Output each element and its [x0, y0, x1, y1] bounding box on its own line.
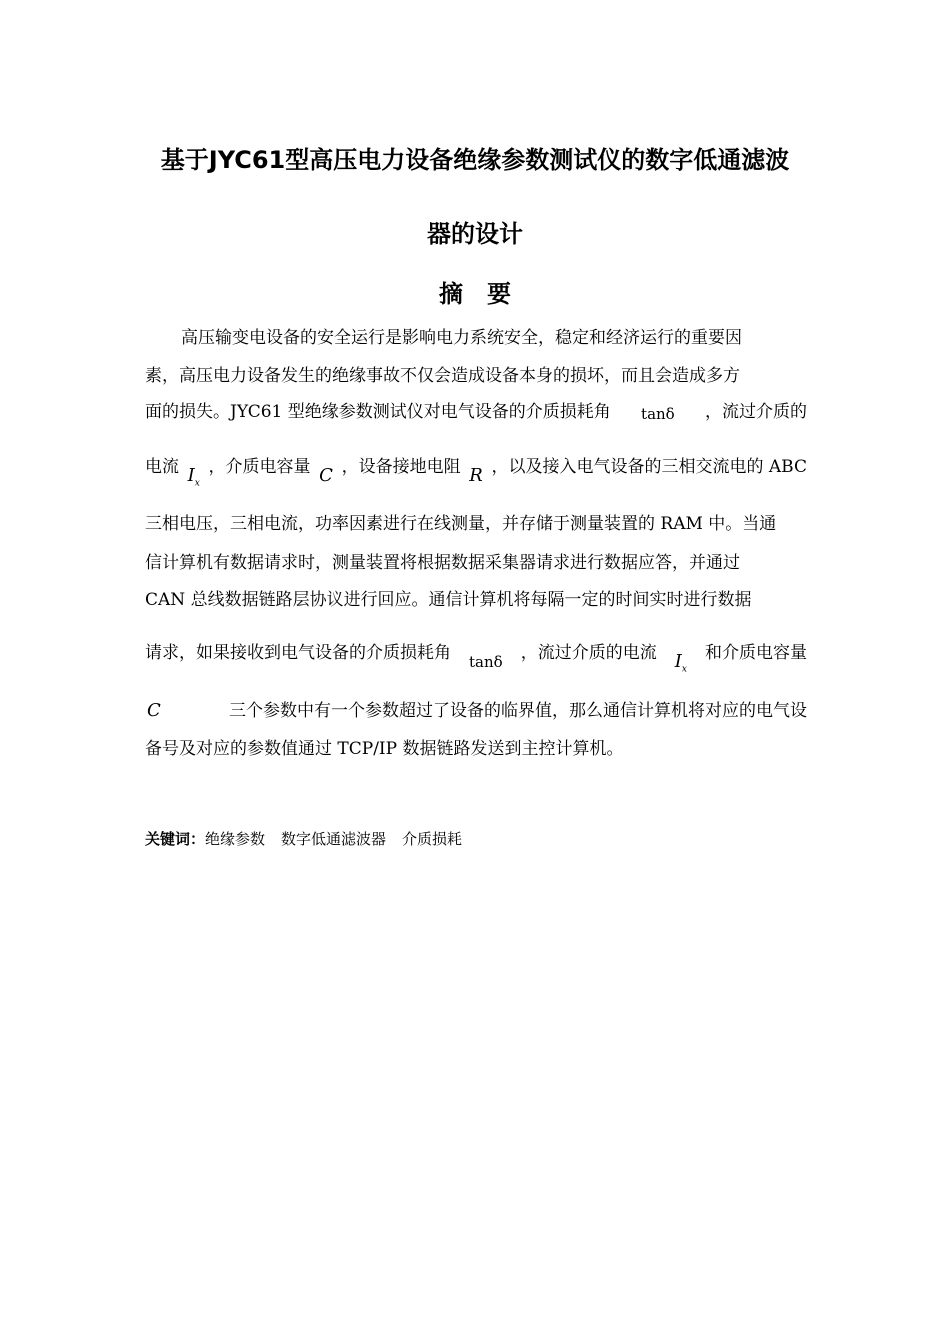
keyword-item: 数字低通滤波器 [281, 830, 387, 848]
abstract-text: 三个参数中有一个参数超过了设备的临界值，那么通信计算机将对应的电气设 [229, 701, 807, 721]
keyword-item: 绝缘参数 [205, 830, 266, 848]
abstract-line-5 [145, 511, 807, 537]
abstract-text: 高压输变电设备的安全运行是影响电力系统安全，稳定和经济运行的重要因 [181, 328, 742, 348]
tan-delta-symbol: tanδ [469, 653, 503, 671]
tan-delta-symbol: tanδ [641, 405, 675, 423]
abstract-text: 信计算机有数据请求时，测量装置将根据数据采集器请求进行数据应答，并通过 [145, 553, 740, 573]
abstract-line-10 [145, 736, 807, 762]
abstract-line-2 [145, 363, 807, 389]
abstract-line-8 [145, 640, 807, 674]
abstract-text: 三相电压，三相电流，功率因素进行在线测量，并存储于测量装置的 RAM 中。当通 [145, 514, 777, 534]
abstract-text: ，设备接地电阻 [341, 457, 461, 477]
abstract-text: 素，高压电力设备发生的绝缘事故不仅会造成设备本身的损坏，而且会造成多方 [145, 366, 740, 386]
abstract-text: ，以及接入电气设备的三相交流电的 ABC [491, 457, 807, 477]
abstract-line-6 [145, 550, 807, 576]
capacitance-symbol: C [319, 465, 333, 486]
keywords [145, 827, 478, 851]
title-line-2: 器的设计 [427, 220, 523, 248]
abstract-text: CAN 总线数据链路层协议进行回应。通信计算机将每隔一定的时间实时进行数据 [145, 590, 752, 610]
keyword-item: 介质损耗 [402, 830, 463, 848]
current-symbol: $I_x$ [187, 465, 200, 489]
title-line-1: 基于JYC61型高压电力设备绝缘参数测试仪的数字低通滤波 [160, 146, 790, 174]
abstract-text: 面的损失。JYC61 型绝缘参数测试仪对电气设备的介质损耗角 [145, 402, 611, 422]
abstract-heading: 摘要 [439, 280, 535, 308]
abstract-text: ，介质电容量 [208, 457, 311, 477]
abstract-text: ，流过介质的 [704, 402, 807, 422]
abstract-text: 请求，如果接收到电气设备的介质损耗角 [145, 643, 451, 663]
current-symbol: $I_x$ [674, 651, 687, 675]
abstract-line-1 [145, 325, 807, 351]
keywords-label: 关键词： [145, 830, 206, 848]
abstract-text: 电流 [145, 457, 179, 477]
abstract-line-4 [145, 454, 807, 488]
abstract-text: ，流过介质的电流 [520, 643, 657, 663]
abstract-text: 和介质电容量 [705, 643, 807, 663]
abstract-line-3 [145, 399, 807, 425]
resistance-symbol: R [469, 465, 483, 486]
abstract-line-9 [145, 698, 807, 724]
capacitance-symbol: C [147, 700, 161, 721]
abstract-line-7 [145, 587, 807, 613]
abstract-text: 备号及对应的参数值通过 TCP/IP 数据链路发送到主控计算机。 [145, 739, 624, 759]
